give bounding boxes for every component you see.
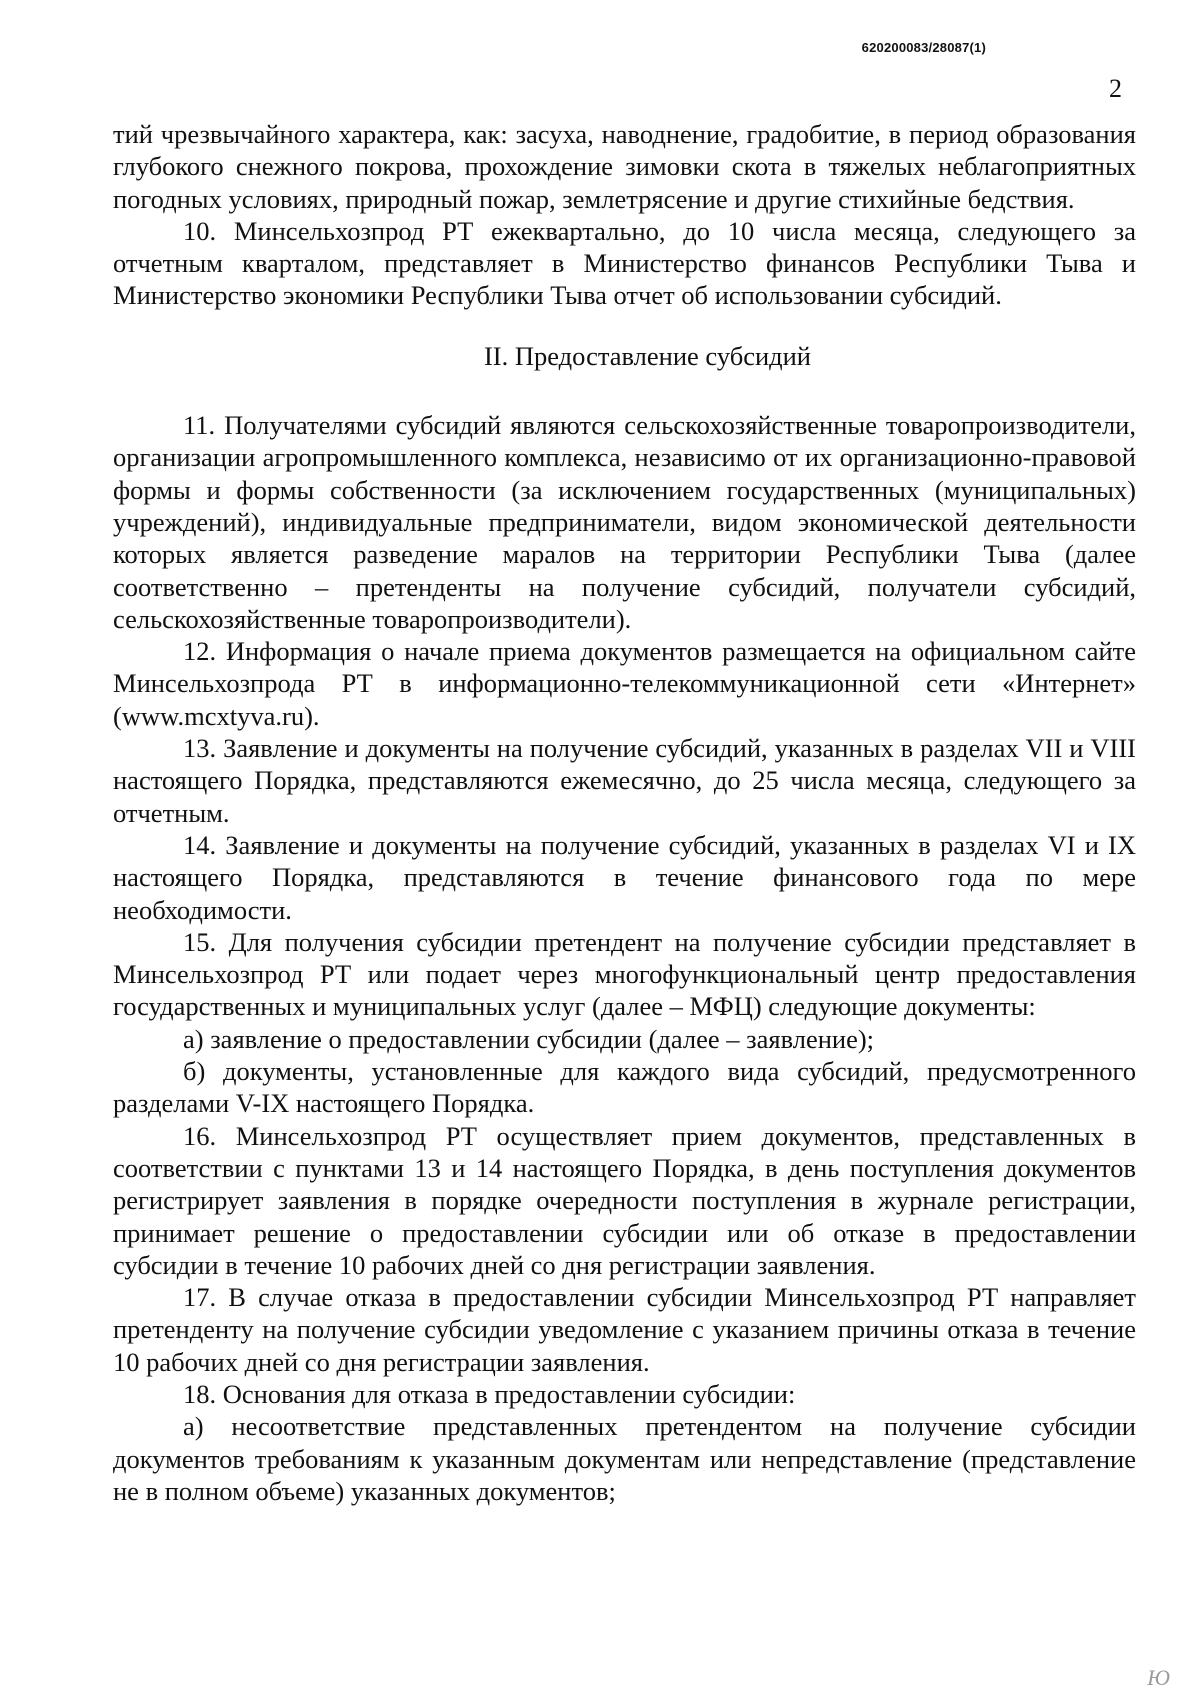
paragraph-15a: а) заявление о предоставлении субсидии (далее – заявление); — [183, 1023, 875, 1054]
paragraph-12: 12. Информация о начале приема документов размещается на официальном сайте Минсельхозпрода РТ в информационно-телекоммуникационной сети «Интернет» (www.mcxtyva.ru). — [113, 636, 1136, 731]
paragraph-15b: б) документы, установленные для каждого вида субсидий, предусмотренного разделами V-IX настоящего Порядка. — [113, 1056, 1136, 1119]
paragraph-18: 18. Основания для отказа в предоставлении субсидии: — [183, 1378, 796, 1409]
paragraph-17: 17. В случае отказа в предоставлении субсидии Минсельхозпрод РТ направляет претенденту на получение субсидии уведомление с указанием причины отказа в течение 10 рабочих дней со дня регистрации заявления. — [113, 1282, 1136, 1377]
paragraph-16: 16. Минсельхозпрод РТ осуществляет прием документов, представленных в соответствии с пунктами 13 и 14 настоящего Порядка, в день поступления документов регистрирует заявления в порядке очередности поступления в журнале регистрации, принимает решение о предоставлении субсидии или об отказе в предоставлении субсидии в течение 10 рабочих дней со дня регистрации заявления. — [113, 1120, 1136, 1280]
paragraph-10: 10. Минсельхозпрод РТ ежеквартально, до 10 числа месяца, следующего за отчетным кварталом, представляет в Министерство финансов Республики Тыва и Министерство экономики Республики Тыва отчет об использовании субсидий. — [113, 215, 1136, 311]
document-id: 620200083/28087(1) — [861, 40, 986, 55]
page-number: 2 — [1109, 74, 1122, 103]
paragraph-14: 14. Заявление и документы на получение субсидий, указанных в разделах VI и IX настоящего Порядка, представляются в течение финансового года по мере необходимости. — [113, 829, 1136, 925]
section-title: II. Предоставление субсидий — [483, 340, 811, 371]
paragraph-15: 15. Для получения субсидии претендент на получение субсидии представляет в Минсельхозпрод РТ или подает через многофункциональный центр предоставления государственных и муниципальных услуг (далее – МФЦ) следующие документы: — [113, 926, 1136, 1022]
paragraph-11: 11. Получателями субсидий являются сельскохозяйственные товаропроизводители, организации агропромышленного комплекса, независимо от их организационно-правовой формы и формы собственности (за исключением государственных (муниципальных) учреждений), индивидуальные предприниматели, видом экономической деятельности которых является разведение маралов на территории Республики Тыва (далее соответственно – претенденты на получение субсидий, получатели субсидий, сельскохозяйственные товаропроизводители). — [113, 410, 1136, 634]
paragraph-18a: а) несоответствие представленных претендентом на получение субсидии документов требованиям к указанным документам или непредставление (представление не в полном объеме) указанных документов; — [113, 1411, 1136, 1506]
document-body — [113, 118, 1136, 1507]
paragraph-13: 13. Заявление и документы на получение субсидий, указанных в разделах VII и VIII настоящего Порядка, представляются ежемесячно, до 25 числа месяца, следующего за отчетным. — [113, 733, 1136, 828]
paragraph-continuation: тий чрезвычайного характера, как: засуха, наводнение, градобитие, в период образования глубокого снежного покрова, прохождение зимовки скота в тяжелых неблагоприятных погодных условиях, природный пожар, землетрясение и другие стихийные бедствия. — [113, 119, 1136, 214]
handwritten-corner-mark: Ю — [1147, 1665, 1170, 1690]
